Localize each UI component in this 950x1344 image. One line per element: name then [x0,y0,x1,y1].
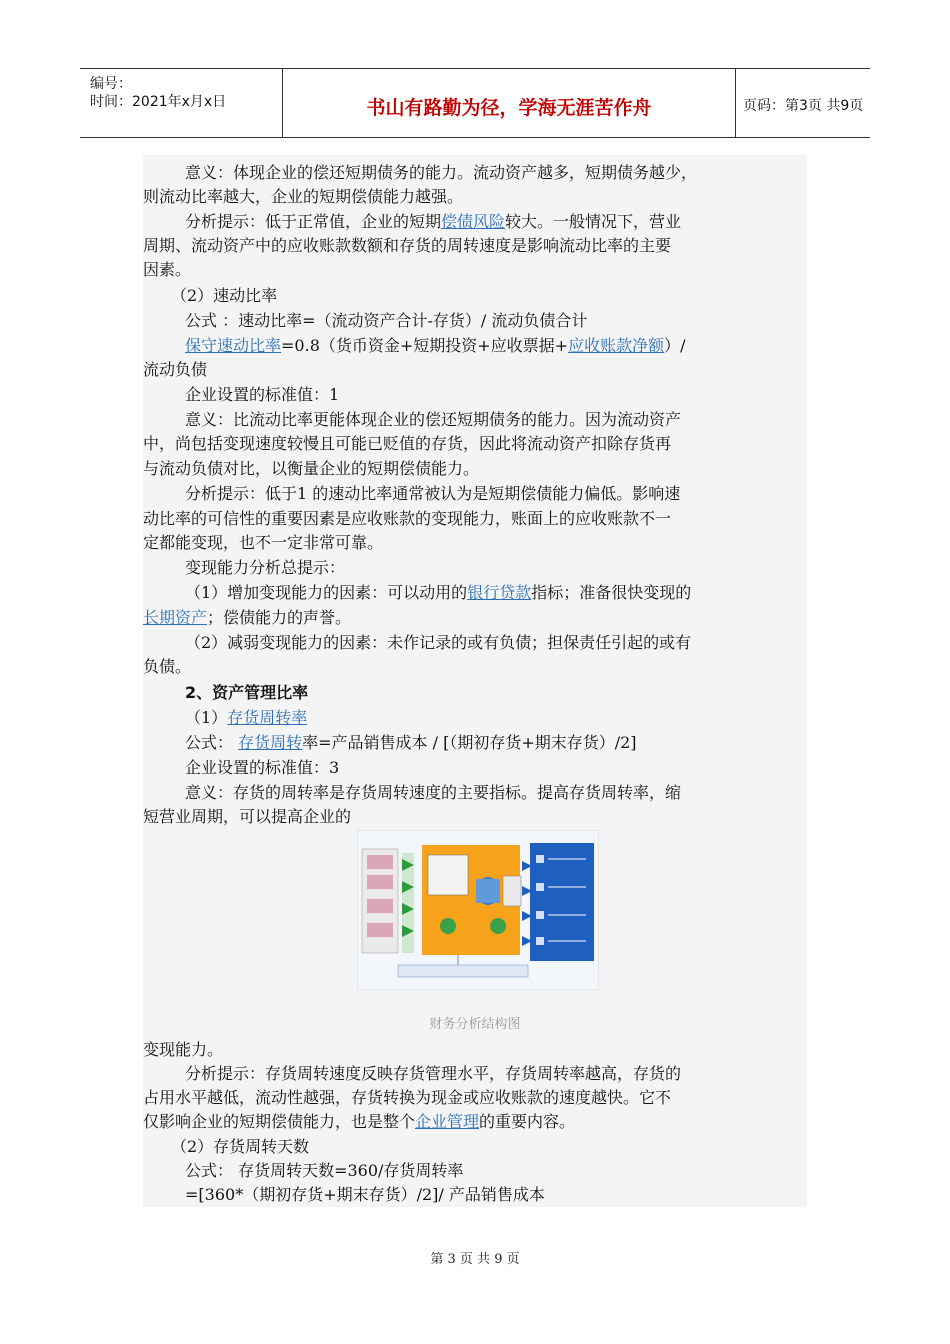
header-meta-cell [80,69,282,137]
paragraph-line [185,210,681,234]
paragraph-line [185,581,691,605]
structure-diagram-image [357,830,599,990]
date-label: 时间：2021年x月x日 [90,94,227,110]
diagram-graphic [358,831,598,989]
link-enterprise-management[interactable]: 企业管理 [415,1112,480,1131]
motto: 书山有路勤为径，学海无涯苦作舟 [366,97,652,119]
paragraph-line: 则流动比率越大，企业的短期偿债能力越强。 [143,187,464,206]
link-conservative-quick-ratio[interactable]: 保守速动比率 [185,336,282,355]
section-heading: 2、资产管理比率 [185,683,309,702]
paragraph-line [143,606,351,630]
text-run: ）/ [664,336,686,355]
paragraph-line: 意义：体现企业的偿还短期债务的能力。流动资产越多，短期债务越少， [185,163,698,182]
link-long-term-assets[interactable]: 长期资产 [143,608,208,627]
paragraph-line: 分析提示：存货周转速度反映存货管理水平，存货周转率越高，存货的 [185,1064,682,1083]
paragraph-line: 负债。 [143,657,192,676]
paragraph-line: 定都能变现，也不一定非常可靠。 [143,533,384,552]
paragraph-line: 因素。 [143,260,192,279]
paragraph-line: 企业设置的标准值：1 [185,385,340,404]
text-run: ；偿债能力的声誉。 [207,608,352,627]
text-run: 较大。一般情况下，营业 [505,212,682,231]
paragraph-line: （2）减弱变现能力的因素：未作记录的或有负债；担保责任引起的或有 [185,633,692,652]
text-run: （1）增加变现能力的因素：可以动用的 [185,583,468,602]
paragraph-line: 企业设置的标准值：3 [185,758,340,777]
text-run: 的重要内容。 [479,1112,576,1131]
text-run: 公式： [185,733,239,752]
paragraph-line: 变现能力。 [143,1040,224,1059]
text-run: =0.8（货币资金+短期投资+应收票据+ [281,336,569,355]
formula-line [185,731,637,755]
link-inventory-turnover[interactable]: 存货周转率 [227,708,308,727]
header-page-cell [735,69,870,137]
link-inventory-turnover-2[interactable]: 存货周转 [238,733,303,752]
text-run: 分析提示：低于正常值，企业的短期 [185,212,442,231]
section-heading: （2）存货周转天数 [171,1137,310,1156]
paragraph-line: 短营业周期，可以提高企业的 [143,807,352,826]
header-motto-cell [282,69,736,137]
page-footer: 第 3 页 共 9 页 [430,1252,520,1267]
link-bank-loans[interactable]: 银行贷款 [467,583,532,602]
paragraph-line: 流动负债 [143,360,208,379]
paragraph-line: 周期、流动资产中的应收账款数额和存货的周转速度是影响流动比率的主要 [143,236,672,255]
text-run: （1） [185,708,228,727]
section-heading [185,706,307,730]
paragraph-line: 占用水平越低，流动性越强，存货转换为现金或应收账款的速度越快。它不 [143,1088,672,1107]
paragraph-line: 分析提示：低于1 的速动比率通常被认为是短期偿债能力偏低。影响速 [185,484,681,503]
text-run: 率=产品销售成本 / [（期初存货+期末存货）/2] [302,733,637,752]
page-header [80,68,870,138]
link-net-receivables[interactable]: 应收账款净额 [568,336,665,355]
link-debt-risk[interactable]: 偿债风险 [441,212,506,231]
formula-line: =[360*（期初存货+期末存货）/2]/ 产品销售成本 [185,1185,545,1204]
paragraph-line: 意义：比流动比率更能体现企业的偿还短期债务的能力。因为流动资产 [185,410,682,429]
formula-line [185,334,686,358]
paragraph-line: 动比率的可信性的重要因素是应收账款的变现能力，账面上的应收账款不一 [143,509,672,528]
text-run: 指标；准备很快变现的 [531,583,692,602]
figure-caption: 财务分析结构图 [429,1017,521,1032]
document-body [143,155,807,1207]
paragraph-line: 变现能力分析总提示： [185,558,346,577]
formula-line: 公式： 存货周转天数=360/存货周转率 [185,1161,464,1180]
paragraph-line: 意义：存货的周转率是存货周转速度的主要指标。提高存货周转率，缩 [185,783,682,802]
paragraph-line: 中，尚包括变现速度较慢且可能已贬值的存货，因此将流动资产扣除存货再 [143,434,672,453]
formula-line: 公式 ：速动比率=（流动资产合计-存货）/ 流动负债合计 [185,311,588,330]
page-label: 页码：第3页 共9页 [743,98,864,114]
section-heading: （2）速动比率 [171,286,278,305]
text-run: 仅影响企业的短期偿债能力，也是整个 [143,1112,416,1131]
number-label: 编号： [90,76,132,92]
paragraph-line [143,1110,575,1134]
paragraph-line: 与流动负债对比，以衡量企业的短期偿债能力。 [143,459,480,478]
